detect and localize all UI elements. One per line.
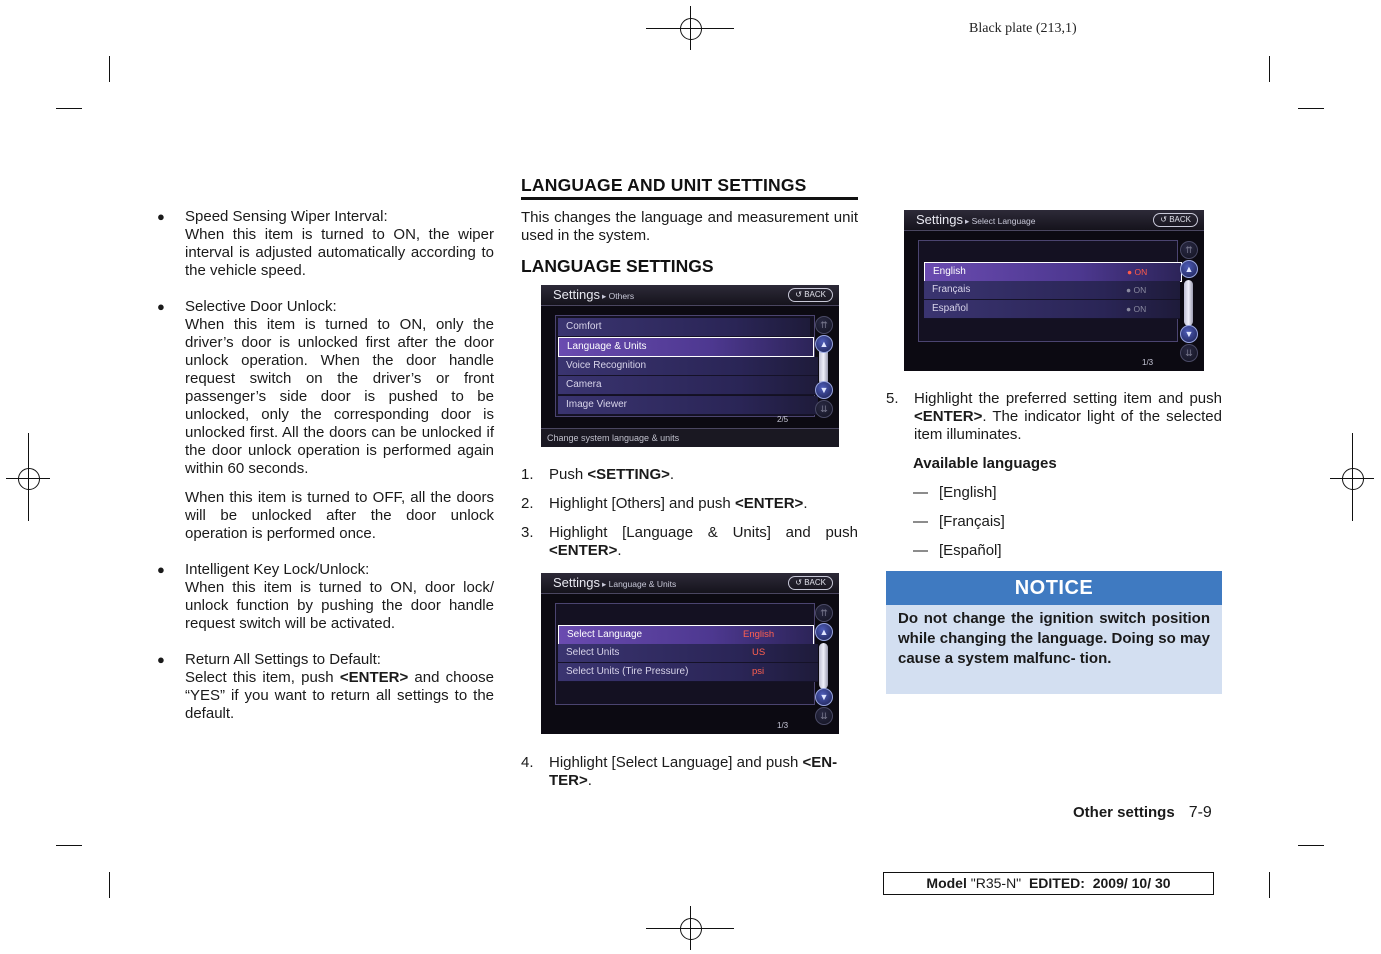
menu-item-english[interactable]: English ● ON xyxy=(924,262,1182,282)
scroll-up-icon[interactable]: ▲ xyxy=(815,623,833,641)
screen-header xyxy=(904,210,1204,231)
item-title: Intelligent Key Lock/Unlock: xyxy=(185,561,370,578)
page-footer xyxy=(1073,804,1212,822)
subsection-title: LANGUAGE SETTINGS xyxy=(521,256,714,276)
item-body: When this item is turned to ON, the wiper interval is adjusted automatically according to the vehicle speed. xyxy=(185,226,494,279)
item-body-2: When this item is turned to OFF, all the doors will be unlocked after the door unlock operation is performed once. xyxy=(185,489,494,542)
indicator-off: ● ON xyxy=(1126,304,1147,314)
scroll-up-icon[interactable]: ▲ xyxy=(815,335,833,353)
menu-item-espanol[interactable]: Español ● ON xyxy=(924,300,1180,319)
middle-column xyxy=(521,176,858,275)
menu-item-image-viewer[interactable]: Image Viewer xyxy=(558,396,818,415)
menu-item-camera[interactable]: Camera xyxy=(558,376,818,395)
bullet-icon: ● xyxy=(157,209,165,224)
list-item xyxy=(157,208,494,280)
item-body: When this item is turned to ON, door lock/ unlock function by pushing the door handle request switch will be activated. xyxy=(185,579,494,632)
bullet-icon: ● xyxy=(157,562,165,577)
scroll-bottom-icon[interactable]: ⇊ xyxy=(1180,344,1198,362)
menu-item-voice-recognition[interactable]: Voice Recognition xyxy=(558,357,818,376)
menu-item-francais[interactable]: Français ● ON xyxy=(924,281,1180,300)
scroll-down-icon[interactable]: ▼ xyxy=(1180,325,1198,343)
step-item: 1. Push <SETTING>. xyxy=(521,466,675,483)
right-column xyxy=(886,390,1222,560)
scroll-top-icon[interactable]: ⇈ xyxy=(815,316,833,334)
page-indicator: 1/3 xyxy=(1142,358,1154,367)
scrollbar[interactable] xyxy=(819,643,828,689)
menu-item-comfort[interactable]: Comfort xyxy=(558,318,810,337)
screen-crumb: ▸ Select Language xyxy=(964,216,1036,226)
model-box: Model "R35-N" EDITED: 2009/ 10/ 30 xyxy=(883,872,1214,895)
menu-item-select-language[interactable]: Select Language English xyxy=(558,625,814,645)
section-title: LANGUAGE AND UNIT SETTINGS xyxy=(521,176,858,200)
plate-label: Black plate (213,1) xyxy=(969,21,1077,36)
back-button[interactable]: ↺ BACK xyxy=(788,288,833,302)
scrollbar[interactable] xyxy=(1184,280,1193,326)
step-item: 4. Highlight [Select Language] and push <EN- TER>. xyxy=(521,754,838,789)
page-indicator: 2/5 xyxy=(777,415,789,424)
screen-settings-others xyxy=(541,285,839,447)
item-body: When this item is turned to ON, only the driver’s door is unlocked first after the door unlock operation. When the door handle request switch on the driver’s or front passenger’s side door is pushed to be unlocked, only the corresponding door is unlocked first. All the doors can be unlocked if the door unlock operation is performed again within 60 seconds. xyxy=(185,316,494,477)
menu-item-select-units-tire[interactable]: Select Units (Tire Pressure) psi xyxy=(558,663,818,682)
back-button[interactable]: ↺ BACK xyxy=(788,576,833,590)
list-item xyxy=(157,561,494,633)
list-item: — [Español] xyxy=(913,542,1002,559)
screen-crumb: ▸ Language & Units xyxy=(601,579,677,589)
scroll-top-icon[interactable]: ⇈ xyxy=(1180,241,1198,259)
indicator-off: ● ON xyxy=(1126,285,1147,295)
step-item: 2. Highlight [Others] and push <ENTER>. xyxy=(521,495,808,512)
item-title: Return All Settings to Default: xyxy=(185,651,381,668)
scroll-bottom-icon[interactable]: ⇊ xyxy=(815,707,833,725)
intro-text: This changes the language and measurement unit used in the system. xyxy=(521,209,858,244)
screen-title: Settings xyxy=(916,212,963,227)
back-button[interactable]: ↺ BACK xyxy=(1153,213,1198,227)
screen-header xyxy=(541,573,839,594)
step-item: 3. Highlight [Language & Units] and push <ENTER>. xyxy=(521,524,858,559)
indicator-on: ● ON xyxy=(1127,267,1148,277)
bullet-icon: ● xyxy=(157,652,165,667)
notice-heading: NOTICE xyxy=(886,571,1222,605)
left-column xyxy=(157,208,494,734)
menu-item-language-units[interactable]: Language & Units xyxy=(558,337,814,357)
setting-value: English xyxy=(743,629,775,640)
screen-crumb: ▸ Others xyxy=(601,291,635,301)
scroll-bottom-icon[interactable]: ⇊ xyxy=(815,400,833,418)
scroll-down-icon[interactable]: ▼ xyxy=(815,688,833,706)
page-number: 7-9 xyxy=(1188,804,1212,821)
scroll-down-icon[interactable]: ▼ xyxy=(815,381,833,399)
screen-language-units xyxy=(541,573,839,734)
step-4 xyxy=(521,754,858,790)
scroll-up-icon[interactable]: ▲ xyxy=(1180,260,1198,278)
footer-section: Other settings xyxy=(1073,804,1175,821)
notice-box xyxy=(886,571,1222,694)
screen-select-language xyxy=(904,210,1204,371)
page-indicator: 1/3 xyxy=(777,721,789,730)
list-item: — [English] xyxy=(913,484,997,501)
item-body: Select this item, push <ENTER> and choose “YES” if you want to return all settings to the default. xyxy=(185,669,494,722)
setting-value: US xyxy=(752,647,766,658)
notice-body: Do not change the ignition switch position while changing the language. Doing so may cause a system malfunc- tion. xyxy=(898,610,1210,667)
available-languages-title: Available languages xyxy=(913,455,1057,472)
step-item: 5. Highlight the preferred setting item and push <ENTER>. The indicator light of the selected item illuminates. xyxy=(886,390,1222,443)
screen-title: Settings xyxy=(553,287,600,302)
steps-1-3 xyxy=(521,466,858,560)
item-title: Speed Sensing Wiper Interval: xyxy=(185,208,388,225)
menu-item-select-units[interactable]: Select Units US xyxy=(558,644,818,663)
list-item xyxy=(157,651,494,723)
list-item: — [Français] xyxy=(913,513,1005,530)
list-item xyxy=(157,298,494,543)
scroll-top-icon[interactable]: ⇈ xyxy=(815,604,833,622)
bullet-icon: ● xyxy=(157,299,165,314)
screen-title: Settings xyxy=(553,575,600,590)
screen-footer: Change system language & units xyxy=(541,428,839,447)
item-title: Selective Door Unlock: xyxy=(185,298,337,315)
setting-value: psi xyxy=(752,666,765,677)
screen-header xyxy=(541,285,839,306)
